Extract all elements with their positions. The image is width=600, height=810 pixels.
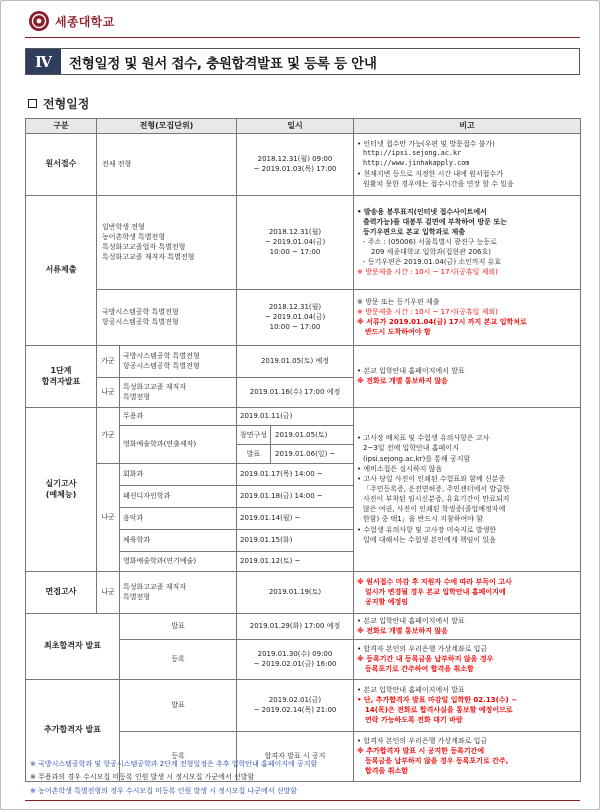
unit-cell: 무용과 [120,407,237,425]
table-row-exam [26,407,581,425]
table-row-first [26,345,581,377]
date-cell: 2018.12.31(월) ~ 2019.01.04(금) 10:00 ~ 17:00 [237,289,354,345]
header-unit: 전형(모집단위) [97,119,237,134]
unit-cell: 국방시스템공학 특별전형 항공시스템공학 특별전형 [120,345,237,377]
group-cell: 나군 [97,571,120,613]
remarks-cell: • 합격자 본인의 우리은행 가상계좌로 입금 ※ 등록기간 내 등록금을 납부하지 않을 경우 등록포기로 간주하여 합격을 취소함 [354,639,581,679]
table-row-add-announce [26,679,581,731]
date-cell: 2018.12.31(월) ~ 2019.01.04(금) 10:00 ~ 17:00 [237,195,354,289]
unit-cell: 회화과 [120,463,237,485]
date-cell: 2019.01.05(토) 예정 [237,345,354,377]
date-cell: 2019.02.01(금) ~ 2019.02.14(목) 21:00 [237,679,354,731]
section-heading [28,95,89,112]
unit-cell: 국방시스템공학 특별전형 항공시스템공학 특별전형 [97,289,237,345]
unit-cell: 음악과 [120,507,237,529]
unit-cell: 패션디자인학과 [120,485,237,507]
group-cell: 나군 [97,377,120,407]
date-cell: 2019.01.12(토) ~ [237,551,354,571]
footnote: ※ 농어촌학생 특별전형의 경우 수시모집 미등록 인원 발생 시 정시모집 나군에서 선발함 [30,786,298,795]
type-cell: 등록 [120,639,237,679]
unit-cell: 체육학과 [120,529,237,551]
table-row-interview [26,571,581,613]
remarks-cell: • 고사장 배치표 및 수험생 유의사항은 고사 2~3일 전에 입학안내 홈페이지 (ipsi.sejong.ac.kr)를 통해 공지함 • 예비소집은 실시하지 않음 • 고사 당일 사진이 인쇄된 수험표와 함께 신분증 「주민등록증, 운전면허증, 주민센터에서 발급한 사진이 부착된 임시신분증, 유효기간이 만료되지 않은 여권, 사진이 인쇄된 학생증(졸업예정자에 한함) 중 택1」을 반드시 지참하여야 함 • 수험생 유의사항 및 고사장 미숙지로 발생한 일에 대해서는 수험생 본인에게 책임이 있음 [354,407,581,571]
footnote: ※ 무용과의 경우 수시모집 미등록 인원 발생 시 정시모집 가군에서 선발함 [30,773,255,782]
remarks-cell: • 본교 입학안내 홈페이지에서 발표 ※ 전화로 개별 통보하지 않음 [354,345,581,407]
chapter-title: 전형일정 및 원서 접수, 충원합격발표 및 등록 등 안내 [69,55,377,72]
date-cell: 2019.01.30(수) 09:00 ~ 2019.02.01(금) 16:00 [237,639,354,679]
row-label: 면접고사 [26,571,97,613]
university-name: 세종대학교 [55,14,115,29]
date-cell: 합격자 발표 시 공지 [237,731,354,781]
row-label: 추가합격자 발표 [26,679,120,781]
footnotes [30,758,317,798]
section-title: 전형일정 [43,97,90,111]
university-emblem-icon [28,10,50,32]
schedule-table [25,118,581,782]
university-logo [28,9,114,33]
date-cell: 창면구성 2019.01.05(토) 발표 2019.01.06(일) ~ [237,425,354,463]
table-header-row [26,119,581,134]
type-cell: 발표 [120,613,237,639]
remarks-cell: ※ 방문 또는 등기우편 제출 ※ 방문제출 시간 : 10시 ~ 17시(공휴일 제외) ※ 서류가 2019.01.04(금) 17시 까지 본교 입학처로 반드시 도착하여야 함 [354,289,581,345]
footer-rule [25,800,580,801]
remarks-cell: • 본교 입학안내 홈페이지에서 발표 ※ 전화로 개별 통보하지 않음 [354,613,581,639]
chapter-banner [25,48,580,75]
link[interactable]: http://ipsi.sejong.ac.kr [363,149,462,158]
row-label: 실기고사 (예체능) [26,407,97,571]
group-cell: 나군 [97,463,120,571]
date-cell: 2019.01.15(화) [237,529,354,551]
header-rule [25,37,580,38]
group-cell: 가군 [97,345,120,377]
date-cell: 2019.01.17(목) 14:00 ~ [237,463,354,485]
unit-cell: 영화예술학과(연출제작) [120,425,237,463]
type-cell: 등록 [120,731,237,781]
date-cell: 2019.01.29(화) 17:00 예정 [237,613,354,639]
unit-cell: 전체 전형 [97,133,237,195]
remarks-cell: ※ 원서접수 마감 후 지원자 수에 따라 부득이 고사 일시가 변경될 경우 본교 입학안내 홈페이지에 공지할 예정임 [354,571,581,613]
chapter-number: Ⅳ [26,49,61,74]
date-cell: 2019.01.18(금) 14:00 ~ [237,485,354,507]
unit-cell: 특성화고교졸 재직자 특별전형 [120,377,237,407]
table-row-docs [26,195,581,289]
square-bullet-icon [28,99,37,108]
remarks-cell: • 발송용 봉투표지(인터넷 접수사이트에서 출력가능)를 대봉투 겉면에 부착하여 방문 또는 등기우편으로 본교 입학과로 제출 - 주소 : (05006) 서울특별시 광진구 능동로 209 세종대학교 입학과(집현관 206호) - 등기우편은 2019.01.04(금) 소인까지 유효 ※ 방문제출 시간 : 10시 ~ 17시(공휴일 제외) [354,195,581,289]
remarks-cell: • 합격자 본인의 우리은행 가상계좌로 입금 ※ 추가합격자 발표 시 공지한 등록기간에 등록금을 납부하지 않을 경우 등록포기로 간주, 합격을 취소함 [354,731,581,781]
header-datetime: 일시 [237,119,354,134]
date-cell: 2019.01.16(수) 17:00 예정 [237,377,354,407]
table-row-docs-2 [26,289,581,345]
date-cell: 2019.01.19(토) [237,571,354,613]
row-label: 최초합격자 발표 [26,613,120,679]
header-category: 구분 [26,119,97,134]
unit-cell: 영화예술학과(연기예술) [120,551,237,571]
date-cell: 2018.12.31(월) 09:00 ~ 2019.01.03(목) 17:00 [237,133,354,195]
group-cell: 가군 [97,407,120,463]
date-cell: 2019.01.14(월) ~ [237,507,354,529]
row-label: 원서접수 [26,133,97,195]
footnote: ※ 국방시스템공학과 및 항공시스템공학과 2단계 전형일정은 추후 입학안내 홈페이지에 공지함 [30,760,318,768]
table-row-final-announce [26,613,581,639]
header-remarks: 비고 [354,119,581,134]
remarks-cell: • 본교 입학안내 홈페이지에서 발표 • 단, 추가합격자 발표 마감일 입학한 02.13(수) ~ 14(목)은 전화로 합격사실을 통보할 예정이므로 연락 가능하도록 전화 대기 바람 [354,679,581,731]
date-cell: 2019.01.11(금) [237,407,354,425]
unit-cell: 일반학생 전형 농어촌학생 특별전형 특성화고교졸업자 특별전형 특성화고교졸 재직자 특별전형 [97,195,237,289]
row-label: 서류제출 [26,195,97,345]
unit-cell: 특성화고교졸 재직자 특별전형 [120,571,237,613]
type-cell: 발표 [120,679,237,731]
row-label: 1단계 합격자발표 [26,345,97,407]
remarks-cell: • 인터넷 접수만 가능(우편 및 방문접수 불가) http://ipsi.sejong.ac.kr http://www.jinhakapply.com • 천재지변 등으로 지정한 시간 내에 원서접수가 원활치 못한 경우에는 접수시간을 연장 할 수 있음 [354,133,581,195]
table-row-apply [26,133,581,195]
link[interactable]: http://www.jinhakapply.com [363,159,470,168]
